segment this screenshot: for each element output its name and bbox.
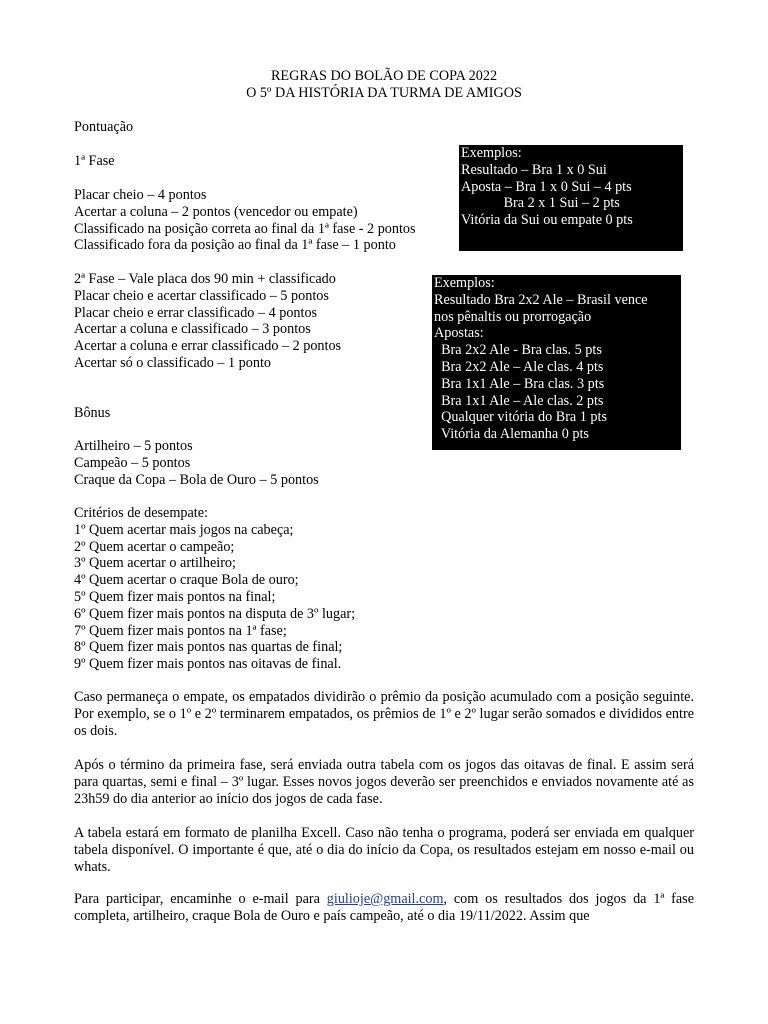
example-line: Exemplos: — [461, 145, 522, 161]
participar-text-before: Para participar, encaminhe o e-mail para — [74, 891, 327, 907]
bonus-heading — [74, 405, 694, 422]
list-item: Campeão – 5 pontos — [74, 454, 191, 471]
bonus-list — [74, 438, 694, 488]
example-line: Bra 1x1 Ale – Ale clas. 2 pts — [434, 392, 604, 409]
title-line-2: O 5º DA HISTÓRIA DA TURMA DE AMIGOS — [246, 84, 522, 101]
example-line: Exemplos: — [434, 275, 495, 291]
example-line: nos pênaltis ou prorrogação — [434, 308, 592, 325]
example-line: Bra 2 x 1 Sui – 2 pts — [461, 195, 620, 212]
participar-text-after: , com os resultados dos jogos da 1ª fase completa, artilheiro, craque Bola de Ouro e país campeão, até o dia 19/11/2022. Assim que — [74, 891, 695, 924]
list-item: Placar cheio – 4 pontos — [74, 187, 207, 203]
title-line-1: REGRAS DO BOLÃO DE COPA 2022 — [270, 68, 498, 84]
example-line: Vitória da Sui ou empate 0 pts — [461, 212, 633, 229]
example-line: Resultado – Bra 1 x 0 Sui — [461, 161, 607, 178]
fase1-heading: 1ª Fase — [74, 153, 115, 169]
list-item: 5º Quem fizer mais pontos na final; — [74, 588, 276, 605]
example-line: Apostas: — [434, 325, 484, 342]
list-item: 7º Quem fizer mais pontos na 1ª fase; — [74, 622, 287, 639]
document-title — [0, 68, 768, 102]
section-heading: Bônus — [74, 405, 111, 421]
example-line: Bra 1x1 Ale – Bra clas. 3 pts — [434, 375, 605, 392]
list-item: Acertar a coluna e errar classificado – 2 pontos — [74, 338, 342, 355]
list-item: 1º Quem acertar mais jogos na cabeça; — [74, 521, 294, 538]
paragraph-text: A tabela estará em formato de planilha Excell. Caso não tenha o programa, poderá ser enviada em qualquer tabela disponível. O importante é que, até o dia do início da Copa, os resultados estejam em nosso e-mail ou whats. — [74, 825, 694, 875]
list-item: 4º Quem acertar o craque Bola de ouro; — [74, 572, 299, 589]
example-box-1 — [459, 145, 683, 251]
section-heading: Pontuação — [74, 119, 134, 135]
list-item: 6º Quem fizer mais pontos na disputa de 3º lugar; — [74, 605, 356, 622]
list-item: Placar cheio e acertar classificado – 5 pontos — [74, 287, 329, 304]
list-item: Craque da Copa – Bola de Ouro – 5 pontos — [74, 471, 319, 488]
paragraph-text: Após o término da primeira fase, será enviada outra tabela com os jogos das oitavas de final. E assim será para quartas, semi e final – 3º lugar. Esses novos jogos deverão ser preenchidos e enviados novamente até as 23h59 do dia anterior ao início dos jogos de cada fase. — [74, 757, 694, 807]
paragraph-text — [74, 891, 694, 925]
list-item: 9º Quem fizer mais pontos nas oitavas de final. — [74, 656, 342, 673]
list-item: Placar cheio e errar classificado – 4 pontos — [74, 304, 318, 321]
list-item: Acertar a coluna – 2 pontos (vencedor ou empate) — [74, 203, 358, 220]
paragraph-empate — [74, 689, 694, 739]
paragraph-tabela — [74, 825, 694, 875]
desempate-heading: Critérios de desempate: — [74, 505, 208, 521]
list-item: 3º Quem acertar o artilheiro; — [74, 555, 236, 572]
list-item: Classificado na posição correta ao final da 1ª fase - 2 pontos — [74, 220, 416, 237]
example-line: Resultado Bra 2x2 Ale – Brasil vence — [434, 291, 648, 308]
desempate-list — [74, 505, 694, 673]
example-line: Aposta – Bra 1 x 0 Sui – 4 pts — [461, 178, 632, 195]
pontuacao-heading — [74, 119, 694, 136]
example-line: Bra 2x2 Ale – Ale clas. 4 pts — [434, 358, 604, 375]
list-item: Acertar a coluna e classificado – 3 pontos — [74, 321, 311, 338]
example-line: Bra 2x2 Ale - Bra clas. 5 pts — [434, 342, 602, 359]
example-box-2 — [432, 275, 681, 450]
list-item: Artilheiro – 5 pontos — [74, 438, 193, 454]
paragraph-participar — [74, 891, 694, 925]
email-link[interactable]: giulioje@gmail.com — [326, 891, 444, 907]
paragraph-text: Caso permaneça o empate, os empatados dividirão o prêmio da posição acumulado com a posição seguinte. Por exemplo, se o 1º e 2º terminarem empatados, os prêmios de 1º e 2º lugar serão somados e divididos entre os dois. — [74, 689, 694, 739]
list-item: Classificado fora da posição ao final da 1ª fase – 1 ponto — [74, 237, 396, 254]
example-line: Vitória da Alemanha 0 pts — [434, 426, 589, 443]
fase2-heading: 2ª Fase – Vale placa dos 90 min + classificado — [74, 271, 336, 287]
example-line: Qualquer vitória do Bra 1 pts — [434, 409, 607, 426]
paragraph-apos — [74, 757, 694, 807]
list-item: Acertar só o classificado – 1 ponto — [74, 354, 271, 371]
list-item: 2º Quem acertar o campeão; — [74, 538, 235, 555]
list-item: 8º Quem fizer mais pontos nas quartas de final; — [74, 639, 343, 656]
